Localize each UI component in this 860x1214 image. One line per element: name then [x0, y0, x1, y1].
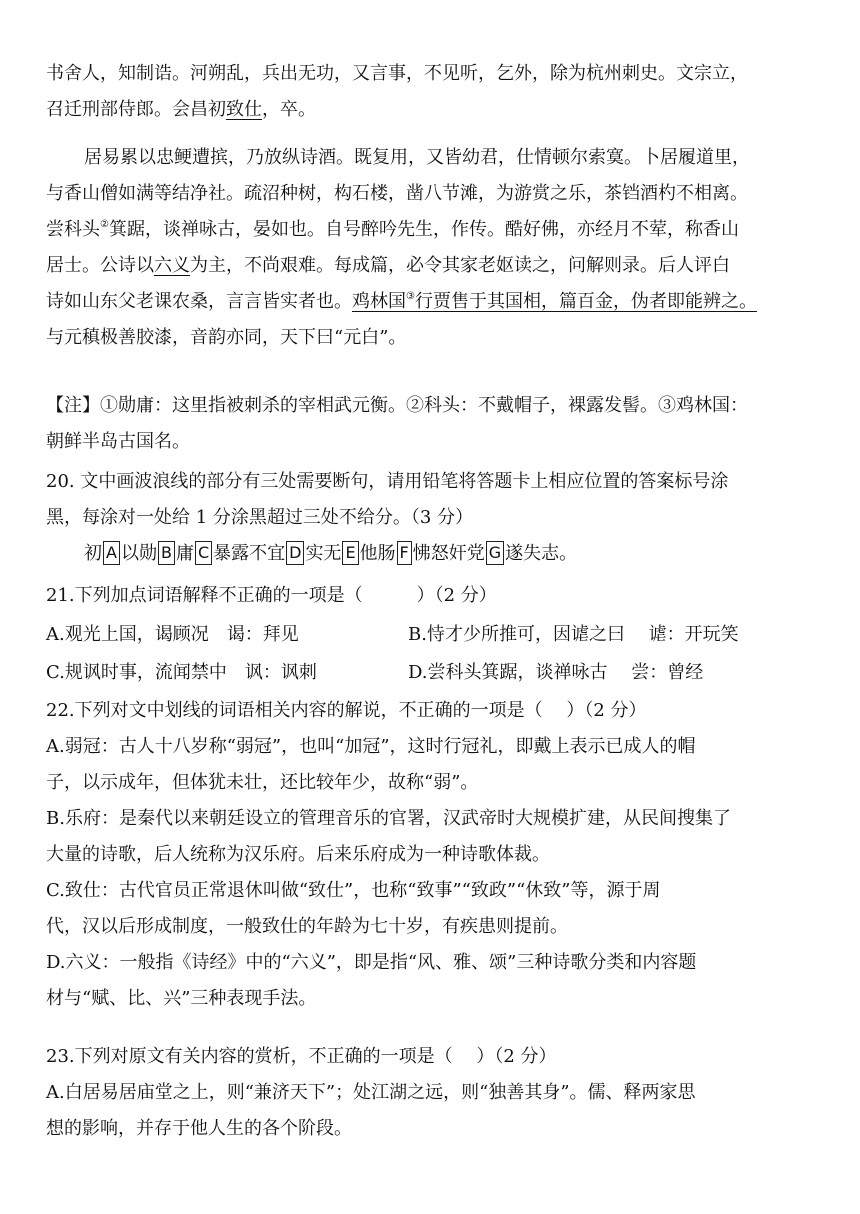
passage-line: 尝科头②箕踞，谈禅咏古，晏如也。自号醉吟先生，作传。酷好佛，亦经月不荤，称香山	[46, 219, 739, 240]
option-c: C.致仕：古代官员正常退休叫做“致仕”，也称“致事”“致政”“休致”等，源于周	[46, 880, 661, 901]
option-b: B.恃才少所推可，因谑之曰 谑：开玩笑	[408, 624, 739, 645]
passage-line: 召迁刑部侍郎。会昌初致仕，卒。	[46, 99, 316, 120]
option-a: A.观光上国，谒顾况 谒：拜见	[46, 624, 299, 645]
note-line: 【注】①勋庸：这里指被刺杀的宰相武元衡。②科头：不戴帽子，裸露发髻。③鸡林国：	[46, 395, 748, 416]
footnote-block	[46, 388, 816, 460]
option-a-cont: 子，以示成年，但体犹未壮，还比较年少，故称“弱”。	[46, 772, 479, 793]
option-b: B.乐府：是秦代以来朝廷设立的管理音乐的官署，汉武帝时大规模扩建，从民间搜集了	[46, 808, 731, 829]
passage-line: 居士。公诗以六义为主，不尚艰难。每成篇，必令其家老妪读之，问解则录。后人评白	[46, 255, 730, 276]
question-21	[46, 578, 816, 614]
passage-line: 居易累以忠鲠遭摈，乃放纵诗酒。既复用，又皆幼君，仕情顿尔索寞。卜居履道里，	[84, 147, 750, 168]
answer-box-d[interactable]: D	[286, 541, 304, 565]
option-a-cont: 想的影响，并存于他人生的各个阶段。	[46, 1118, 352, 1139]
question-stem: 黑，每涂对一处给 1 分涂黑超过三处不给分。（3 分）	[46, 507, 474, 528]
passage-line: 与元稹极善胶漆，音韵亦同，天下曰“元白”。	[46, 327, 407, 348]
answer-box-f[interactable]: F	[397, 541, 412, 565]
option-d: D.尝科头箕踞，谈禅咏古 尝：曾经	[408, 662, 704, 683]
underlined-term-zhishi: 致仕	[226, 99, 262, 120]
answer-box-b[interactable]: B	[158, 541, 175, 565]
answer-box-e[interactable]: E	[342, 541, 358, 565]
passage-line: 诗如山东父老课农桑，言言皆实者也。鸡林国③行贾售于其国相，篇百金，伪者即能辨之。	[46, 291, 757, 312]
option-c-cont: 代，汉以后形成制度，一般致仕的年龄为七十岁，有疾患则提前。	[46, 916, 568, 937]
question-stem: 22.下列对文中划线的词语相关内容的解说，不正确的一项是（ ）（2 分）	[46, 700, 647, 721]
option-a: A.弱冠：古人十八岁称“弱冠”，也叫“加冠”，这时行冠礼，即戴上表示已成人的帽	[46, 736, 696, 757]
question-stem: 23.下列对原文有关内容的赏析，不正确的一项是（ ）（2 分）	[46, 1046, 557, 1067]
question-23	[46, 1039, 816, 1147]
option-d-cont: 材与“赋、比、兴”三种表现手法。	[46, 988, 317, 1009]
question-stem: 21.下列加点词语解释不正确的一项是（ ）（2 分）	[46, 585, 497, 606]
footnote-mark: ②	[100, 219, 109, 230]
passage-line: 书舍人，知制诰。河朔乱，兵出无功，又言事，不见听，乞外，除为杭州刺史。文宗立，	[46, 63, 748, 84]
option-b-cont: 大量的诗歌，后人统称为汉乐府。后来乐府成为一种诗歌体裁。	[46, 844, 550, 865]
footnote-mark: ③	[406, 291, 415, 302]
punctuation-sentence: 初 A 以勋 B 庸 C 暴露不宜 D 实无 E 他肠 F 怫怒奸党 G 遂失志。	[84, 543, 578, 564]
answer-box-a[interactable]: A	[103, 541, 120, 565]
passage-line: 与香山僧如满等结净社。疏沼种树，构石楼，凿八节滩，为游赏之乐，茶铛酒杓不相离。	[46, 183, 748, 204]
answer-box-c[interactable]: C	[195, 541, 212, 565]
question-stem: 20. 文中画波浪线的部分有三处需要断句，请用铅笔将答题卡上相应位置的答案标号涂	[46, 471, 729, 492]
passage-paragraph-2	[46, 140, 816, 356]
option-d: D.六义：一般指《诗经》中的“六义”，即是指“风、雅、颂”三种诗歌分类和内容题	[46, 952, 697, 973]
question-22	[46, 693, 816, 1017]
option-c: C.规讽时事，流闻禁中 讽：讽刺	[46, 662, 317, 683]
answer-box-g[interactable]: G	[486, 541, 504, 565]
underlined-term-liuyi: 六义	[154, 255, 190, 276]
passage-paragraph-1	[46, 56, 816, 128]
option-a: A.白居易居庙堂之上，则“兼济天下”；处江湖之远，则“独善其身”。儒、释两家思	[46, 1082, 696, 1103]
question-20	[46, 464, 816, 572]
underlined-sentence: 鸡林国③行贾售于其国相，篇百金，伪者即能辨之。	[352, 291, 757, 312]
note-line: 朝鲜半岛古国名。	[46, 431, 190, 452]
